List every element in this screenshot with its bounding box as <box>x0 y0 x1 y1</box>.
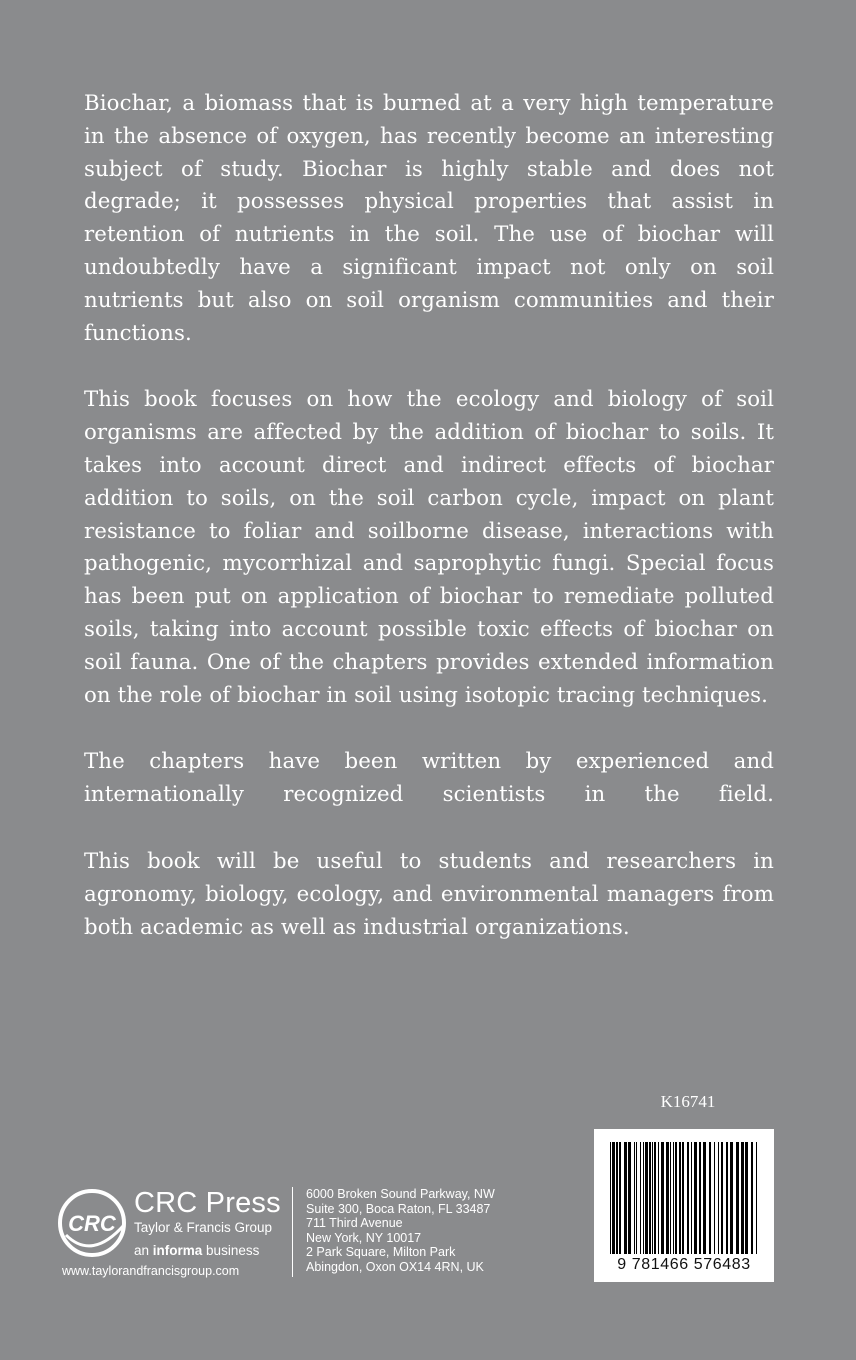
address-divider <box>292 1187 293 1277</box>
address-new-york: 711 Third Avenue New York, NY 10017 <box>306 1216 422 1245</box>
isbn-number: 9 781466 576483 <box>617 1256 751 1273</box>
informa-line: an informa business <box>134 1243 260 1258</box>
publisher-name: CRC Press <box>134 1187 281 1219</box>
address-boca-raton: 6000 Broken Sound Parkway, NW Suite 300, Boca Raton, FL 33487 <box>306 1187 495 1216</box>
crc-logo-icon <box>52 1183 142 1263</box>
blurb-paragraph-2: This book focuses on how the ecology and biology of soil organisms are affected by the addition of biochar to soils. It takes into account direct and indirect effects of biochar addition to soils, on the soil carbon cycle, impact on plant resistance to foliar and soilborne disease, interactions with pathogenic, mycorrhizal and saprophytic fungi. Special focus has been put on application of biochar to remediate polluted soils, taking into account possible toxic effects of biochar on soil fauna. One of the chapters provides extended information on the role of biochar in soil using isotopic tracing techniques. <box>84 387 774 708</box>
back-cover-blurb <box>84 88 774 978</box>
publisher-brand <box>134 1188 281 1264</box>
publisher-addresses <box>306 1187 495 1275</box>
product-code: K16741 <box>660 1092 716 1111</box>
isbn-barcode <box>594 1129 774 1282</box>
blurb-paragraph-4: This book will be useful to students and researchers in agronomy, biology, ecology, and environmental managers from both academic as well as industrial organizations. <box>84 848 774 940</box>
blurb-paragraph-3: The chapters have been written by experienced and internationally recognized scientists in the field. <box>84 749 774 808</box>
address-milton-park: 2 Park Square, Milton Park Abingdon, Oxon OX14 4RN, UK <box>306 1245 484 1274</box>
crc-logo-text: CRC <box>68 1211 116 1236</box>
publisher-url: www.taylorandfrancisgroup.com <box>62 1264 240 1278</box>
blurb-paragraph-1: Biochar, a biomass that is burned at a very high temperature in the absence of oxygen, has recently become an interesting subject of study. Biochar is highly stable and does not degrade; it possesses physical properties that assist in retention of nutrients in the soil. The use of biochar will undoubtedly have a significant impact not only on soil nutrients but also on soil organism communities and their functions. <box>84 91 774 346</box>
publisher-group: Taylor & Francis Group <box>134 1220 273 1235</box>
barcode-bars <box>606 1142 762 1254</box>
